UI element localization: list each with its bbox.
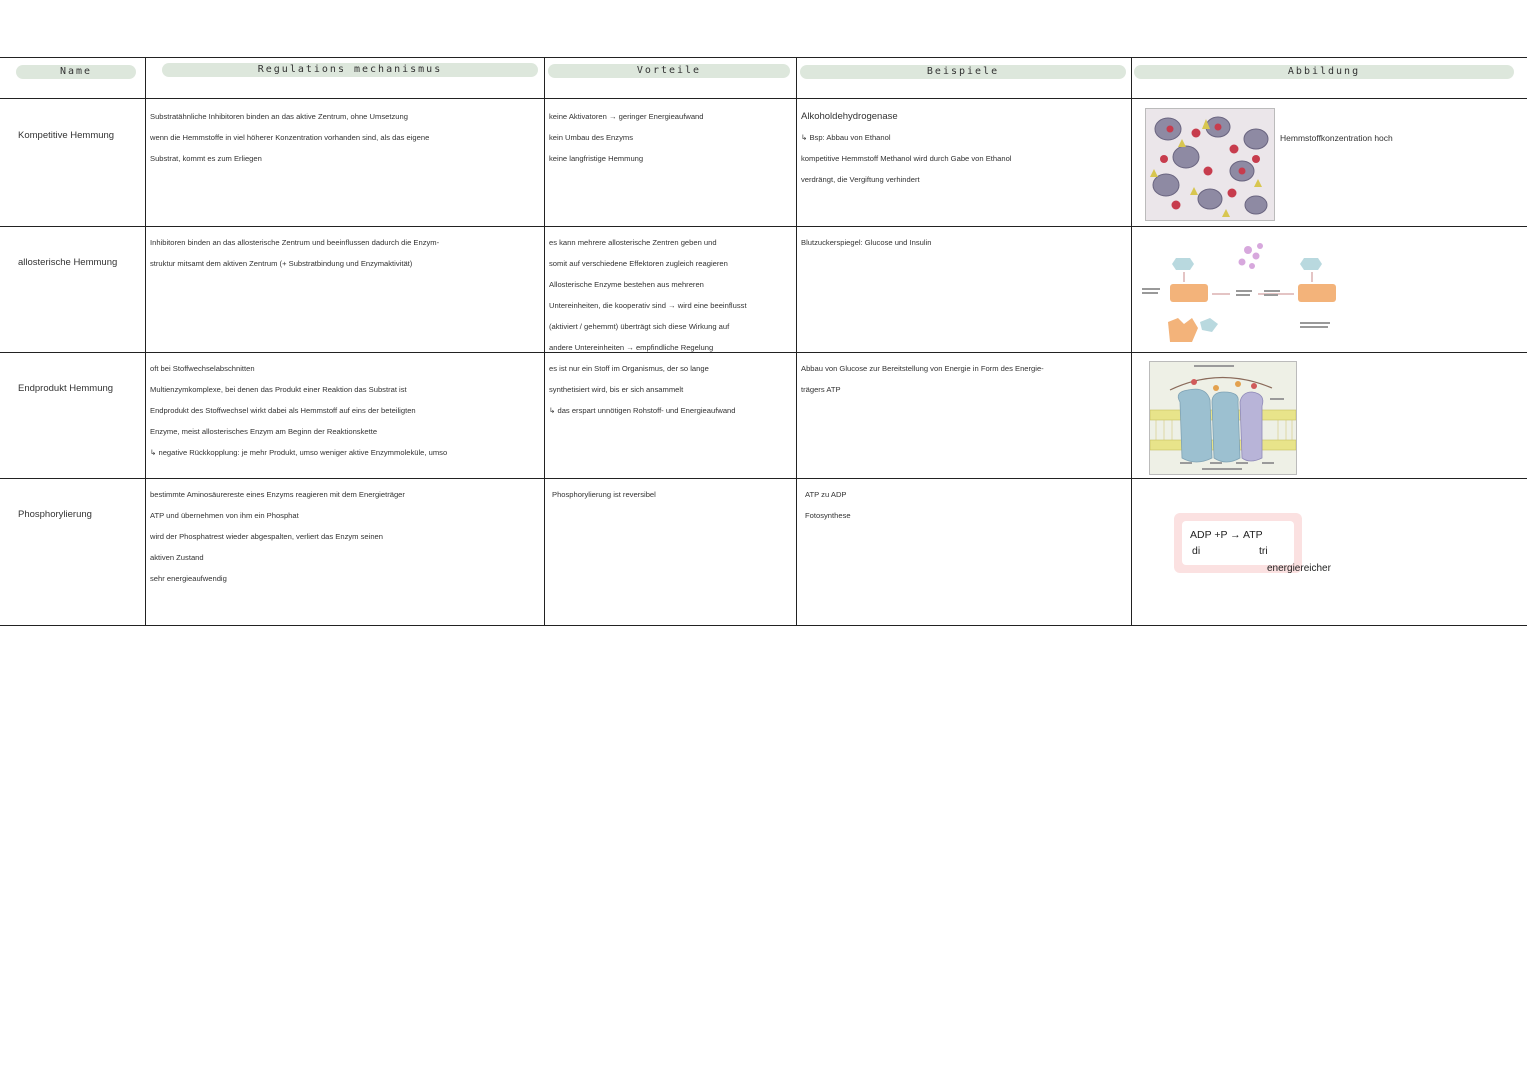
enzyme-inhibitor-illustration [1146, 109, 1274, 220]
text-line: sehr energieaufwendig [150, 574, 227, 583]
text-line: struktur mitsamt dem aktiven Zentrum (+ Substratbindung und Enzymaktivität) [150, 259, 413, 268]
text-line: Substrat, kommt es zum Erliegen [150, 154, 262, 163]
figure-note-inhibitor-concentration: Hemmstoffkonzentration hoch [1280, 133, 1393, 143]
row-rule [0, 98, 1527, 99]
note-energy-richer: energiereicher [1267, 563, 1331, 574]
row-name-phosphorylation: Phosphorylierung [18, 509, 92, 520]
text-line: trägers ATP [801, 385, 841, 394]
text-line: somit auf verschiedene Effektoren zugleich reagieren [549, 259, 728, 268]
mechanism-end-product [150, 358, 447, 463]
mechanism-phosphorylation [150, 484, 405, 589]
table-bottom-rule [0, 625, 1527, 626]
end-product-inhibition-figure [1149, 361, 1297, 475]
label-tri: tri [1259, 545, 1268, 557]
header-mechanism: Regulations mechanismus [162, 63, 538, 77]
row-rule [0, 478, 1527, 479]
table-top-rule [0, 57, 1527, 58]
row-rule [0, 226, 1527, 227]
row-name-allosteric: allosterische Hemmung [18, 257, 118, 268]
text-line: es ist nur ein Stoff im Organismus, der so lange [549, 364, 709, 373]
text-line: Alkoholdehydrogenase [801, 111, 898, 122]
text-line: aktiven Zustand [150, 553, 204, 562]
row-name-competitive: Kompetitive Hemmung [18, 130, 115, 141]
advantages-end-product [549, 358, 735, 421]
advantages-competitive [549, 106, 704, 169]
text-line: ATP zu ADP [805, 490, 847, 499]
column-rule [796, 57, 797, 625]
text-line: synthetisiert wird, bis er sich ansammelt [549, 385, 684, 394]
advantages-phosphorylation [552, 484, 656, 505]
column-rule [544, 57, 545, 625]
row-rule [0, 352, 1527, 353]
advantages-allosteric [549, 232, 747, 358]
header-advantages: Vorteile [548, 64, 790, 78]
text-line: keine Aktivatoren → geringer Energieaufwand [549, 112, 704, 121]
text-line: verdrängt, die Vergiftung verhindert [801, 175, 920, 184]
header-examples: Beispiele [800, 65, 1126, 79]
text-line: Abbau von Glucose zur Bereitstellung von Energie in Form des Energie- [801, 364, 1044, 373]
text-line: wenn die Hemmstoffe in viel höherer Konzentration vorhanden sind, als das eigene [150, 133, 430, 142]
text-line: Allosterische Enzyme bestehen aus mehreren [549, 280, 704, 289]
text-line: andere Untereinheiten → empfindliche Regelung [549, 343, 714, 352]
allosteric-diagram-illustration [1140, 232, 1340, 348]
text-line: ATP und übernehmen von ihm ein Phosphat [150, 511, 299, 520]
allosteric-inhibition-figure [1140, 232, 1340, 348]
text-line: (aktiviert / gehemmt) überträgt sich diese Wirkung auf [549, 322, 730, 331]
header-figure: Abbildung [1134, 65, 1514, 79]
mechanism-allosteric [150, 232, 439, 274]
header-name: Name [16, 65, 136, 79]
text-line: kein Umbau des Enzyms [549, 133, 633, 142]
atp-equation: ADP +P → ATP [1190, 529, 1263, 541]
text-line: Multienzymkomplexe, bei denen das Produkt einer Reaktion das Substrat ist [150, 385, 407, 394]
text-line: Inhibitoren binden an das allosterische Zentrum und beeinflussen dadurch die Enzym- [150, 238, 440, 247]
multienzyme-complex-illustration [1150, 362, 1296, 474]
text-line: Blutzuckerspiegel: Glucose und Insulin [801, 238, 932, 247]
text-line: Endprodukt des Stoffwechsel wirkt dabei als Hemmstoff auf eins der beteiligten [150, 406, 416, 415]
text-line: Fotosynthese [805, 511, 851, 520]
text-line: Phosphorylierung ist reversibel [552, 490, 656, 499]
text-line: ↳ negative Rückkopplung: je mehr Produkt, umso weniger aktive Enzymmoleküle, umso [150, 448, 448, 457]
mechanism-competitive [150, 106, 429, 169]
row-name-end-product: Endprodukt Hemmung [18, 383, 114, 394]
competitive-inhibition-figure [1145, 108, 1275, 221]
text-line: ↳ Bsp: Abbau von Ethanol [801, 133, 891, 142]
text-line: kompetitive Hemmstoff Methanol wird durch Gabe von Ethanol [801, 154, 1012, 163]
text-line: oft bei Stoffwechselabschnitten [150, 364, 255, 373]
text-line: ↳ das erspart unnötigen Rohstoff- und Energieaufwand [549, 406, 736, 415]
label-di: di [1192, 545, 1201, 557]
column-rule [145, 57, 146, 625]
text-line: Substratähnliche Inhibitoren binden an das aktive Zentrum, ohne Umsetzung [150, 112, 408, 121]
text-line: keine langfristige Hemmung [549, 154, 644, 163]
text-line: es kann mehrere allosterische Zentren geben und [549, 238, 717, 247]
examples-phosphorylation [805, 484, 851, 526]
text-line: bestimmte Aminosäurereste eines Enzyms reagieren mit dem Energieträger [150, 490, 405, 499]
examples-end-product [801, 358, 1044, 400]
text-line: Untereinheiten, die kooperativ sind → wird eine beeinflusst [549, 301, 747, 310]
text-line: Enzyme, meist allosterisches Enzym am Beginn der Reaktionskette [150, 427, 378, 436]
text-line: wird der Phosphatrest wieder abgespalten, verliert das Enzym seinen [150, 532, 383, 541]
examples-allosteric [801, 232, 931, 253]
column-rule [1131, 57, 1132, 625]
atp-equation-inner [1182, 521, 1294, 565]
examples-competitive [801, 106, 1011, 190]
